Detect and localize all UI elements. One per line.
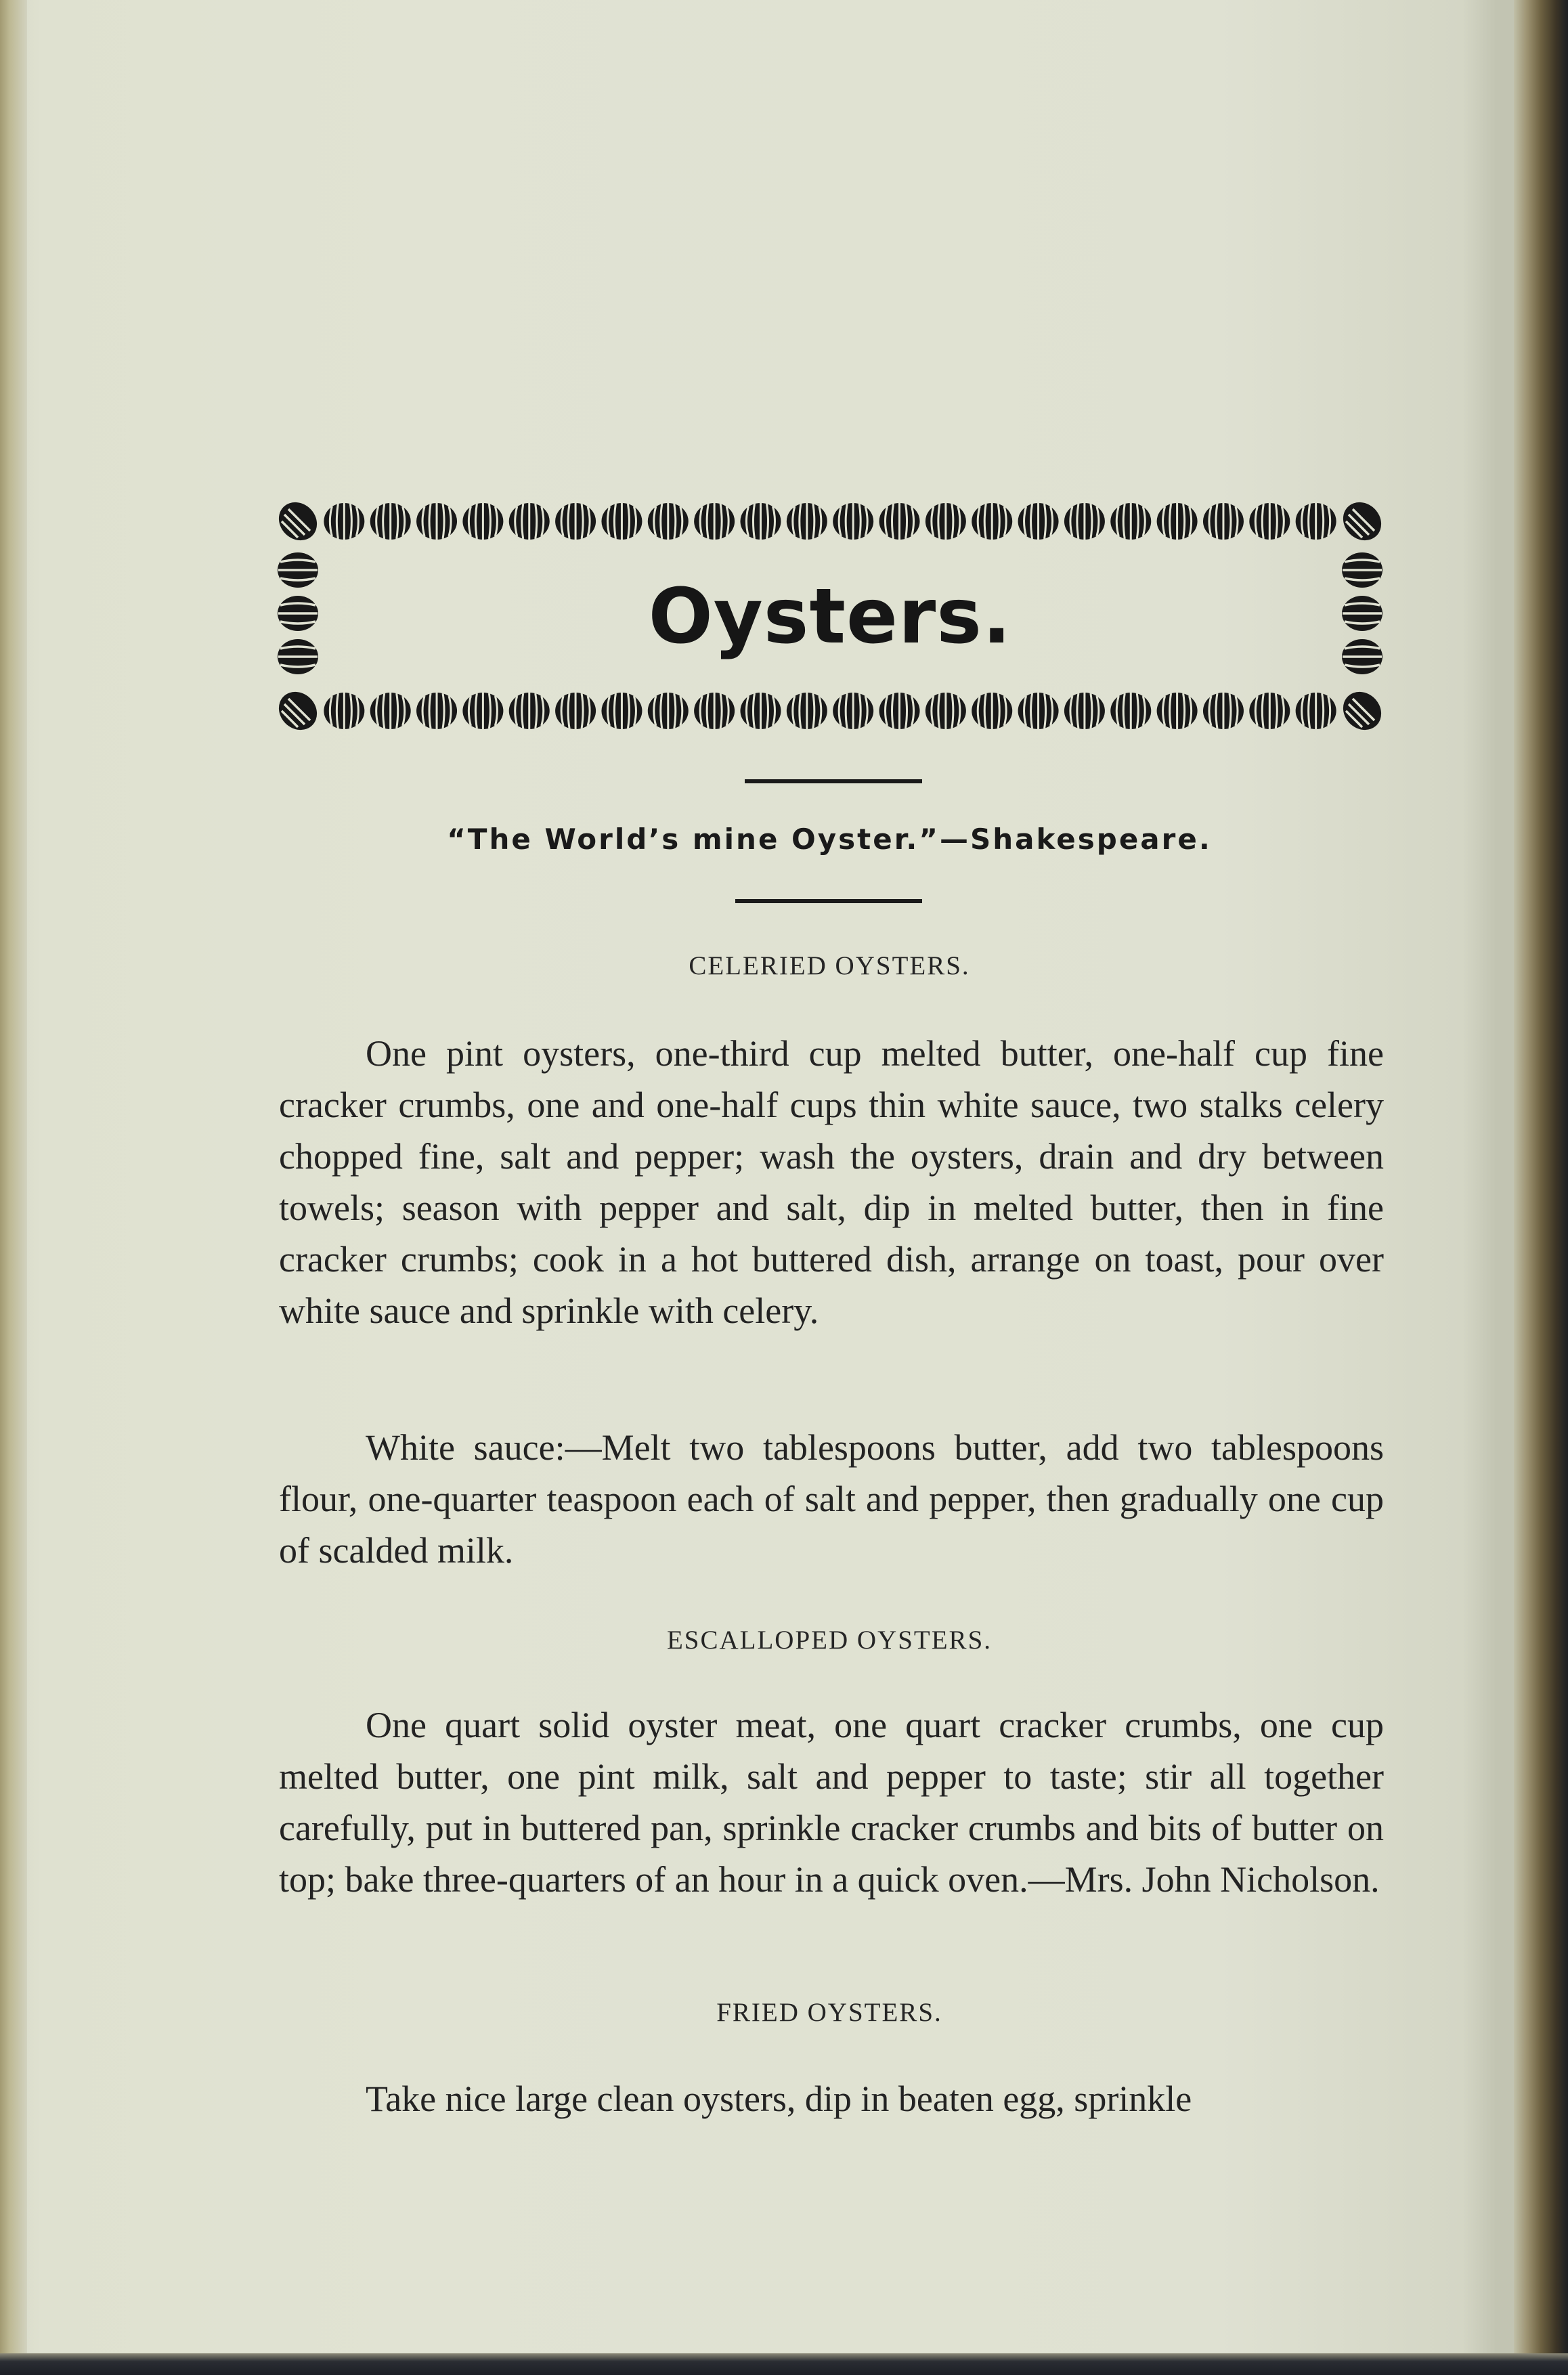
recipe-paragraph: White sauce:—Melt two tablespoons butter, add two tablespoons flour, one-quarter teaspoon each of salt and pepper, then gradually one cup of scalded milk.	[279, 1427, 1384, 1571]
book-binding-edge	[0, 0, 27, 2375]
recipe-paragraph: One pint oysters, one-third cup melted butter, one-half cup fine cracker crumbs, one and one-half cups thin white sauce, two stalks celery chopped fine, salt and pepper; wash the oysters, drain and dry between towels; season with pepper and salt, dip in melted butter, then in fine cracker crumbs; cook in a hot buttered dish, arrange on toast, pour over white sauce and sprinkle with celery.	[279, 1033, 1384, 1331]
recipe-heading: FRIED OYSTERS.	[716, 1998, 942, 2027]
recipe-heading: CELERIED OYSTERS.	[689, 951, 970, 980]
title-ornament-frame	[276, 500, 1384, 733]
page-title: Oysters.	[648, 573, 1012, 661]
recipe-paragraph: Take nice large clean oysters, dip in beaten egg, sprinkle	[366, 2078, 1192, 2119]
recipe-heading: ESCALLOPED OYSTERS.	[666, 1626, 993, 1655]
epigraph-quote: “The World’s mine Oyster.”—Shakespeare.	[447, 823, 1212, 856]
book-cover-edge	[1514, 0, 1568, 2375]
book-cover-edge	[0, 2353, 1568, 2375]
divider-rule	[735, 899, 922, 903]
divider-rule	[745, 779, 922, 783]
recipe-paragraph: One quart solid oyster meat, one quart cracker crumbs, one cup melted butter, one pint milk, salt and pepper to taste; stir all together carefully, put in buttered pan, sprinkle cracker crumbs and bits of butter on top; bake three-quarters of an hour in a quick oven.—Mrs. John Nicholson.	[279, 1705, 1384, 1900]
